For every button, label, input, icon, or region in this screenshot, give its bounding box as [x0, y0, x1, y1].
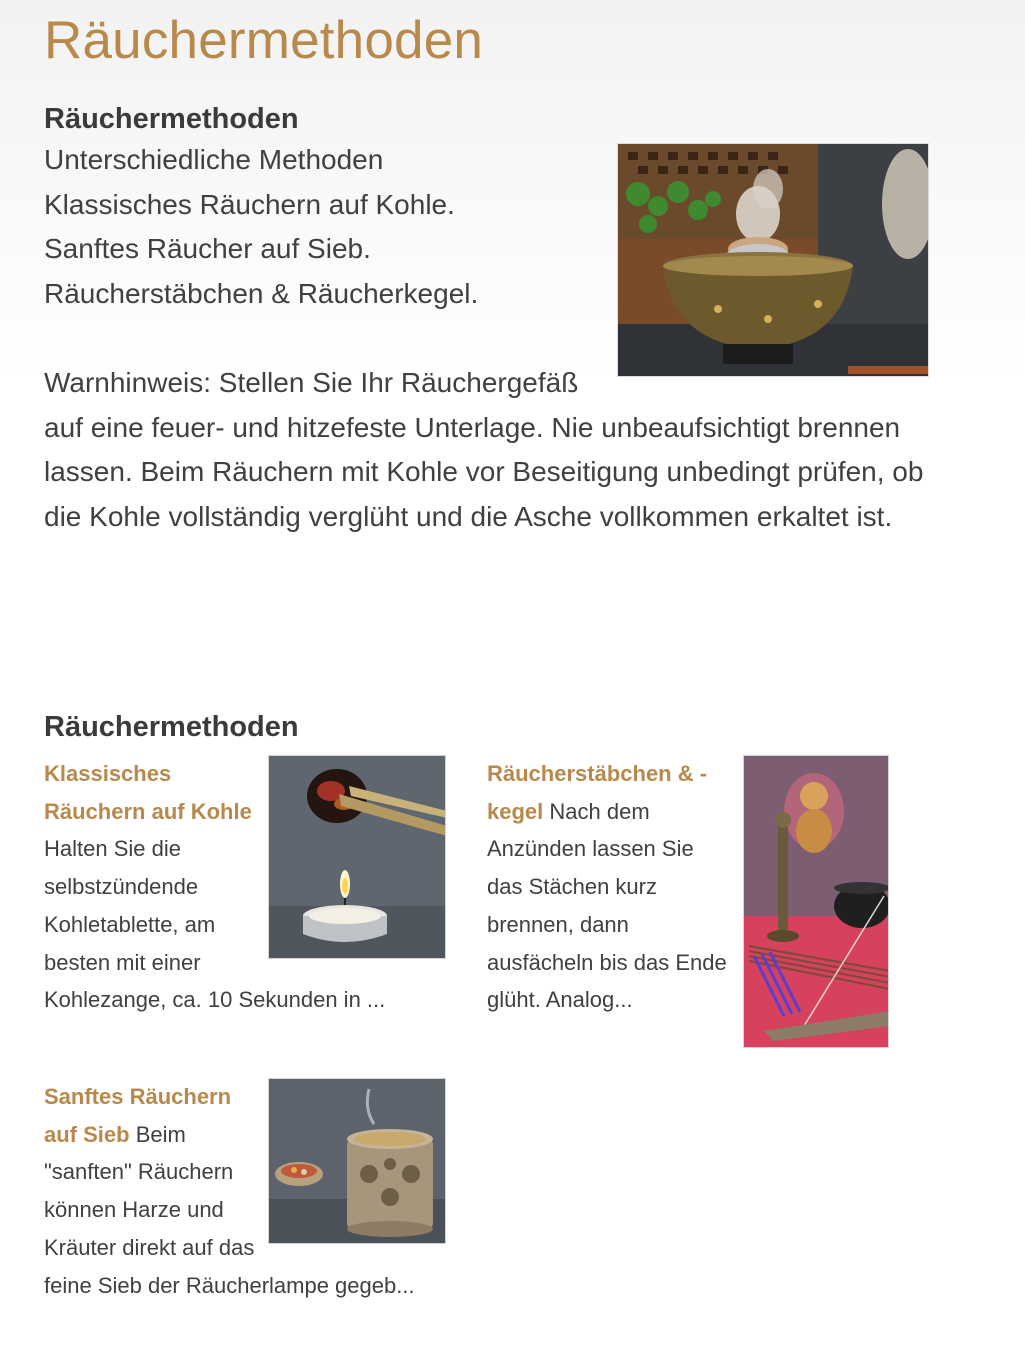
intro-heading: Räuchermethoden	[44, 103, 299, 135]
card-sticks	[487, 755, 889, 1056]
intro-line: Klassisches Räuchern auf Kohle.	[44, 188, 455, 220]
intro-line: Sanftes Räucher auf Sieb.	[44, 233, 371, 265]
intro-text	[44, 138, 929, 539]
section-heading: Räuchermethoden	[44, 711, 299, 743]
intro-section	[44, 100, 929, 539]
incense-bowl-image[interactable]	[617, 143, 929, 377]
charcoal-tongs-image[interactable]	[268, 755, 446, 959]
warning-text: Warnhinweis: Stellen Sie Ihr Räuchergefäß auf eine feuer- und hitzefeste Unterlage. Nie unbeaufsichtigt brennen lassen. Beim Räuchern mit Kohle vor Beseitigung unbedingt prüfen, ob die Kohle vollständig verglüht und die Asche vollkommen erkaltet ist.	[44, 366, 924, 532]
page-title: Räuchermethoden	[44, 11, 484, 70]
card-title[interactable]: Räucherstäbchen & -kegel	[487, 761, 708, 824]
sieve-lamp-image[interactable]	[268, 1078, 446, 1244]
card-excerpt: Beim "sanften" Räuchern können Harze und Kräuter direkt auf das feine Sieb der Räucherlampe gegeb...	[44, 1121, 415, 1298]
card-title[interactable]: Sanftes Räuchern auf Sieb	[44, 1084, 232, 1147]
card-excerpt: Halten Sie die selbstzündende Kohletablette, am besten mit einer Kohlezange, ca. 10 Sekunden in ...	[44, 836, 386, 1013]
card-sieve	[44, 1078, 446, 1304]
card-excerpt: Nach dem Anzünden lassen Sie das Stächen kurz brennen, dann ausfächeln bis das Ende glüht. Analog...	[487, 798, 727, 1013]
incense-sticks-image[interactable]	[743, 755, 889, 1048]
intro-line: Unterschiedliche Methoden	[44, 144, 384, 175]
card-title[interactable]: Klassisches Räuchern auf Kohle	[44, 761, 252, 824]
intro-line: Räucherstäbchen & Räucherkegel.	[44, 277, 479, 309]
card-charcoal	[44, 755, 446, 1019]
